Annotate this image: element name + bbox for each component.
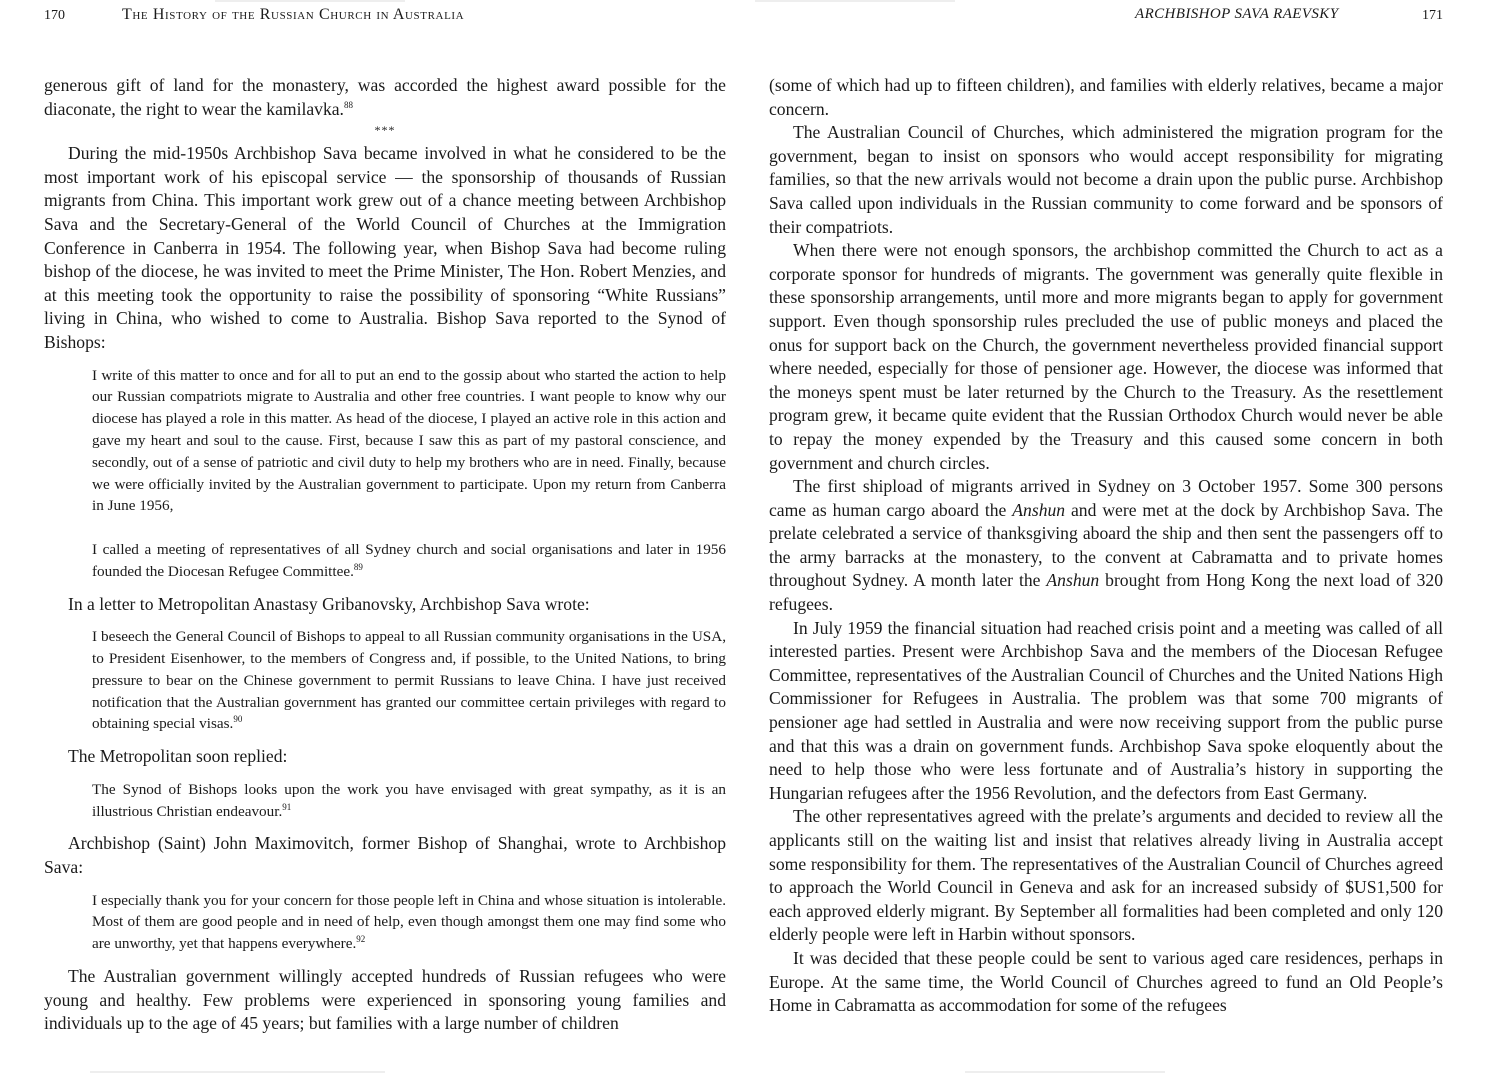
running-head: ARCHBISHOP SAVA RAEVSKY <box>1135 6 1339 22</box>
running-head: The History of the Russian Church in Australia <box>122 6 465 23</box>
paragraph: (some of which had up to fifteen children), and families with elderly relatives, became a major concern. <box>769 75 1443 119</box>
right-page-body <box>769 74 1443 1018</box>
page-number: 170 <box>44 8 65 23</box>
paragraph: The other representatives agreed with the prelate’s arguments and decided to review all the applicants still on the waiting list and insist that relatives already living in Australia accept some responsibility for them. The representatives of the Australian Council of Churches agreed to approach the World Council in Geneva and ask for an increased subsidy of $US1,500 for each approved elderly migrant. By September all formalities had been completed and only 120 elderly people were left in Harbin without sponsors. <box>769 806 1443 945</box>
paragraph: In a letter to Metropolitan Anastasy Gribanovsky, Archbishop Sava wrote: <box>68 593 590 614</box>
ship-name: Anshun <box>1012 499 1066 520</box>
footnote-ref: 88 <box>343 99 353 110</box>
right-page <box>750 0 1500 1073</box>
paragraph: The Australian Council of Churches, which administered the migration program for the government, began to insist on sponsors who would accept responsibility for migrating families, so that the new arrivals would not become a drain upon the public purse. Archbishop Sava called upon individuals in the Russian community to come forward and be sponsors of their compatriots. <box>769 122 1443 237</box>
paragraph: When there were not enough sponsors, the archbishop committed the Church to act as a corporate sponsor for hundreds of migrants. The government was generally quite flexible in these sponsorship arrangements, until more and more migrants began to apply for government support. Even though sponsorship rules precluded the use of public moneys and placed the onus for support back on the Church, the government nevertheless provided financial support where needed, especially for those of pensioner age. However, the diocese was informed that the moneys spent must be later returned by the Church to the Treasury. As the resettlement program grew, it became quite evident that the Russian Orthodox Church would never be able to repay the money expended by the Treasury and this caused some concern in both government and church circles. <box>769 240 1443 473</box>
footnote-ref: 92 <box>356 934 366 945</box>
paragraph: The Australian government willingly accepted hundreds of Russian refugees who were young and healthy. Few problems were experienced in sponsoring young families and individuals up to the age of 45 years; but families with a large number of children <box>44 966 726 1034</box>
block-quote: I write of this matter to once and for all to put an end to the gossip about who started the action to help our Russian compatriots migrate to Australia and other free countries. I want people to know why our diocese has played a role in this matter. As head of the diocese, I played an active role in this action and gave my heart and soul to the cause. First, because I saw this as part of my pastoral conscience, and secondly, out of a sense of patriotic and civil duty to help my brothers who are in need. Finally, because we were officially invited by the Australian government to participate. Upon my return from Canberra in June 1956, <box>92 366 726 515</box>
block-quote: I called a meeting of representatives of all Sydney church and social organisations and later in 1956 founded the Diocesan Refugee Committee.$^{89}$ <box>92 541 726 580</box>
paragraph: In July 1959 the financial situation had reached crisis point and a meeting was called of all interested parties. Present were Archbishop Sava and the members of the Diocesan Refugee Committee, representatives of the Australian Council of Churches and the United Nations High Commissioner for Refugees in Australia. The problem was that some 700 migrants of pensioner age had settled in Australia and were now receiving support from the public purse and that this was a drain on government funds. Archbishop Sava spoke eloquently about the need to help those who were less fortunate and of Australia’s history in supporting the Hungarian refugees after the 1956 Revolution, and the defectors from East Germany. <box>769 617 1443 803</box>
footnote-ref: 91 <box>282 801 292 812</box>
paragraph: It was decided that these people could be sent to various aged care residences, perhaps in Europe. At the same time, the World Council of Churches agreed to fund an Old People’s Home in Cabramatta as accommodation for some of the refugees <box>769 947 1443 1016</box>
top-edge-rule <box>215 0 405 2</box>
section-break: *** <box>374 123 396 138</box>
footnote-ref: 89 <box>353 561 363 572</box>
page-number: 171 <box>1422 8 1443 23</box>
block-quote: I especially thank you for your concern for those people left in China and whose situation is intolerable. Most of them are good people and in need of help, even though amongst them one may find some who are unworthy, yet that happens everywhere.$^{92}$ <box>92 891 726 953</box>
paragraph: Archbishop (Saint) John Maximovitch, former Bishop of Shanghai, wrote to Archbishop Sava: <box>44 833 726 878</box>
paragraph: generous gift of land for the monastery, was accorded the highest award possible for the diaconate, the right to wear the kamilavka.$^{88}$ <box>44 75 726 119</box>
paragraph: The first shipload of migrants arrived in Sydney on 3 October 1957. Some 300 persons came as human cargo aboard the Anshun and were met at the dock by Archbishop Sava. The prelate celebrated a service of thanksgiving aboard the ship and then sent the passengers off to the army barracks at the monastery, to the convent at Cabramatta and to private homes throughout Sydney. A month later the Anshun brought from Hong Kong the next load of 320 refugees. <box>769 476 1443 615</box>
left-page-body <box>44 74 726 1036</box>
paragraph: The Metropolitan soon replied: <box>68 746 288 767</box>
paragraph: During the mid-1950s Archbishop Sava became involved in what he considered to be the most important work of his episcopal service — the sponsorship of thousands of Russian migrants from China. This important work grew out of a chance meeting between Archbishop Sava and the Secretary-General of the World Council of Churches at the Immigration Conference in Canberra in 1954. The following year, when Bishop Sava had become ruling bishop of the diocese, he was invited to meet the Prime Minister, The Hon. Robert Menzies, and at this meeting took the opportunity to raise the possibility of sponsoring “White Russians” living in China, who wished to come to Australia. Bishop Sava reported to the Synod of Bishops: <box>44 143 726 352</box>
footnote-ref: 90 <box>233 714 243 725</box>
top-edge-rule <box>755 0 955 2</box>
ship-name: Anshun <box>1046 570 1100 591</box>
block-quote: The Synod of Bishops looks upon the work you have envisaged with great sympathy, as it is an illustrious Christian endeavour.$^{91}$ <box>92 780 726 820</box>
block-quote: I beseech the General Council of Bishops to appeal to all Russian community organisations in the USA, to President Eisenhower, to the members of Congress and, if possible, to the United Nations, to bring pressure to bear on the Chinese government to permit Russians to leave China. I have just received notification that the Australian government has granted our committee certain privileges with regard to obtaining special visas.$^{90}$ <box>92 628 726 733</box>
